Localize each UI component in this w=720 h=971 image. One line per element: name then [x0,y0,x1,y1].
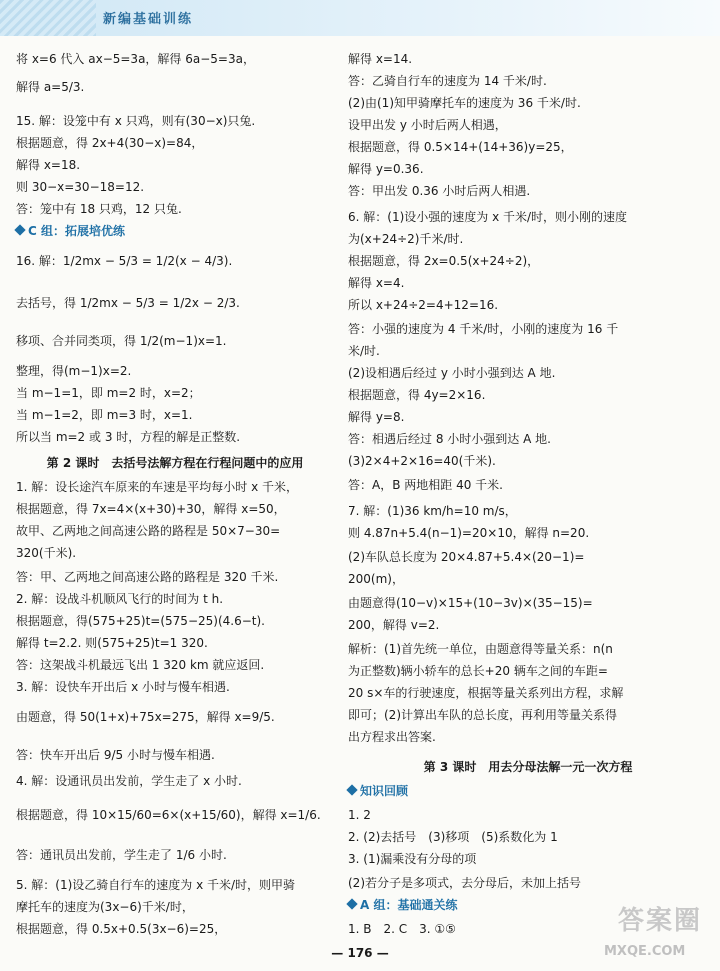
text-line [348,296,498,314]
diamond-icon [346,898,357,909]
line-text: 解得 y=8. [348,410,405,424]
text-line [16,50,255,68]
line-text: 第 2 课时 去括号法解方程在行程问题中的应用 [46,456,304,470]
text-line [348,116,507,134]
line-text: 故甲、乙两地之间高速公路的路程是 50×7−30= [16,524,281,538]
text-line [16,678,230,696]
text-line [16,332,226,350]
text-line [16,772,242,790]
text-line [348,594,593,612]
section-heading [348,896,457,914]
line-text: 320(千米). [16,546,77,560]
text-line [348,274,404,292]
text-line [348,850,476,868]
section-heading [16,222,125,240]
page-header [0,0,720,36]
text-line [348,230,463,248]
line-text: 为(x+24÷2)千米/时. [348,232,464,246]
line-text: 答：笼中有 18 只鸡，12 只兔. [16,202,182,216]
text-line [16,746,215,764]
line-text: 6. 解：(1)设小强的速度为 x 千米/时，则小刚的速度 [348,210,628,224]
text-line [348,728,436,746]
text-line [16,522,280,540]
section-heading [348,782,408,800]
line-text: 则 30−x=30−18=12. [16,180,145,194]
text-line [348,408,404,426]
text-line [16,500,286,518]
line-text: 答：乙骑自行车的速度为 14 千米/时. [348,74,547,88]
text-line [348,94,581,112]
text-line [348,570,404,588]
text-line [348,252,539,270]
line-text: 16. 解：1/2mx − 5/3 = 1/2(x − 4/3). [16,254,233,268]
line-text: 所以当 m=2 或 3 时，方程的解是正整数. [16,430,241,444]
line-text: 设甲出发 y 小时后两人相遇， [348,118,507,132]
line-text: 答：快车开出后 9/5 小时与慢车相遇. [16,748,215,762]
text-line [348,476,503,494]
line-text: 知识回顾 [360,784,409,798]
text-line [16,708,275,726]
line-text: C 组：拓展培优练 [28,224,125,238]
line-text: 1. 解：设长途汽车原来的车速是平均每小时 x 千米， [16,480,298,494]
text-line [348,342,380,360]
text-line [16,634,208,652]
line-text: 2. 解：设战斗机顺风飞行的时间为 t h. [16,592,224,606]
line-text: 根据题意，得 7x=4×(x+30)+30，解得 x=50， [16,502,286,516]
lesson-title [16,454,334,472]
line-text: 1. B 2. C 3. ①⑤ [348,922,456,936]
text-line [348,662,608,680]
lesson-title [348,758,708,776]
line-text: 答：小强的速度为 4 千米/时，小刚的速度为 16 千 [348,322,619,336]
text-line [348,182,530,200]
text-line [16,78,84,96]
text-line [348,548,584,566]
text-line [16,178,144,196]
line-text: 所以 x+24÷2=4+12=16. [348,298,499,312]
line-text: 由题意得(10−v)×15+(10−3v)×(35−15)= [348,596,593,610]
line-text: 1. 2 [348,808,371,822]
page-number: — 176 — [331,946,389,960]
text-line [348,430,551,448]
text-line [348,828,558,846]
line-text: 当 m−1=2，即 m=3 时，x=1. [16,408,193,422]
text-line [16,112,255,130]
line-text: 摩托车的速度为(3x−6)千米/时， [16,900,194,914]
line-text: 解得 y=0.36. [348,162,424,176]
line-text: 3. 解：设快车开出后 x 小时与慢车相遇. [16,680,230,694]
line-text: 根据题意，得 4y=2×16. [348,388,486,402]
line-text: (2)设相遇后经过 y 小时小强到达 A 地. [348,366,556,380]
line-text: 4. 解：设通讯员出发前，学生走了 x 小时. [16,774,242,788]
text-line [348,874,581,892]
text-line [348,806,371,824]
line-text: 整理，得(m−1)x=2. [16,364,132,378]
line-text: 20 s×车的行驶速度，根据等量关系列出方程，求解 [348,686,624,700]
text-line [16,200,182,218]
line-text: 5. 解：(1)设乙骑自行车的速度为 x 千米/时，则甲骑 [16,878,296,892]
line-text: 当 m−1=1，即 m=2 时，x=2； [16,386,201,400]
text-line [16,384,201,402]
text-line [16,544,76,562]
line-text: 由题意，得 50(1+x)+75x=275，解得 x=9/5. [16,710,275,724]
line-text: 将 x=6 代入 ax−5=3a，解得 6a−5=3a， [16,52,255,66]
line-text: 200，解得 v=2. [348,618,440,632]
line-text: 去括号，得 1/2mx − 5/3 = 1/2x − 2/3. [16,296,240,310]
line-text: (2)若分子是多项式，去分母后，未加上括号 [348,876,581,890]
line-text: 3. (1)漏乘没有分母的项 [348,852,477,866]
line-text: 米/时. [348,344,380,358]
line-text: 根据题意，得 0.5×14+(14+36)y=25， [348,140,573,154]
line-text: 根据题意，得 0.5x+0.5(3x−6)=25， [16,922,227,936]
line-text: A 组：基础通关练 [360,898,458,912]
line-text: 为正整数)辆小轿车的总长+20 辆车之间的车距= [348,664,608,678]
diamond-icon [346,784,357,795]
line-text: 答：相遇后经过 8 小时小强到达 A 地. [348,432,551,446]
text-line [16,590,223,608]
book-title: 新编基础训练 [103,12,194,27]
line-text: 则 4.87n+5.4(n−1)=20×10，解得 n=20. [348,526,590,540]
text-line [348,320,618,338]
line-text: 答：甲、乙两地之间高速公路的路程是 320 千米. [16,570,279,584]
line-text: 根据题意，得 2x+4(30−x)=84， [16,136,204,150]
watermark-url: MXQE.COM [604,944,686,959]
text-line [16,406,193,424]
header-decoration [0,0,96,36]
text-line [348,640,613,658]
text-line [348,920,456,938]
text-line [348,452,496,470]
line-text: 出方程求出答案. [348,730,436,744]
text-line [16,252,232,270]
text-line [348,502,517,520]
watermark-logo: 答案圈 [618,906,703,936]
line-text: (3)2×4+2×16=40(千米). [348,454,496,468]
text-line [348,138,573,156]
line-text: 15. 解：设笼中有 x 只鸡，则有(30−x)只兔. [16,114,256,128]
line-text: 200(m)， [348,572,404,586]
text-line [348,50,412,68]
line-text: 7. 解：(1)36 km/h=10 m/s， [348,504,517,518]
line-text: 根据题意，得 10×15/60=6×(x+15/60)，解得 x=1/6. [16,808,321,822]
line-text: 解得 x=4. [348,276,405,290]
text-line [16,898,194,916]
line-text: 答：A，B 两地相距 40 千米. [348,478,503,492]
text-line [16,294,240,312]
text-line [16,806,321,824]
text-line [348,524,589,542]
line-text: 2. (2)去括号 (3)移项 (5)系数化为 1 [348,830,558,844]
text-line [348,684,623,702]
line-text: (2)车队总长度为 20×4.87+5.4×(20−1)= [348,550,585,564]
line-text: 解得 t=2.2. 则(575+25)t=1 320. [16,636,208,650]
line-text: 解析：(1)首先统一单位，由题意得等量关系：n(n [348,642,613,656]
line-text: 解得 x=14. [348,52,413,66]
text-line [348,72,547,90]
text-line [16,612,265,630]
line-text: 答：甲出发 0.36 小时后两人相遇. [348,184,531,198]
text-line [16,846,227,864]
text-line [16,428,240,446]
text-line [348,616,439,634]
text-line [16,656,264,674]
text-line [348,706,617,724]
line-text: 解得 a=5/3. [16,80,85,94]
line-text: 第 3 课时 用去分母法解一元一次方程 [423,760,633,774]
text-line [16,876,295,894]
line-text: 根据题意，得(575+25)t=(575−25)(4.6−t). [16,614,265,628]
line-text: 答：通讯员出发前，学生走了 1/6 小时. [16,848,227,862]
line-text: 移项、合并同类项，得 1/2(m−1)x=1. [16,334,227,348]
text-line [16,568,278,586]
text-line [348,160,424,178]
line-text: 答：这架战斗机最远飞出 1 320 km 就应返回. [16,658,265,672]
text-line [16,134,203,152]
text-line [16,920,226,938]
text-line [16,362,131,380]
text-line [16,478,298,496]
text-line [16,156,80,174]
line-text: 根据题意，得 2x=0.5(x+24÷2)， [348,254,540,268]
line-text: 解得 x=18. [16,158,81,172]
text-line [348,364,555,382]
line-text: 即可；(2)计算出车队的总长度，再利用等量关系得 [348,708,617,722]
text-line [348,386,485,404]
text-line [348,208,627,226]
diamond-icon [14,224,25,235]
line-text: (2)由(1)知甲骑摩托车的速度为 36 千米/时. [348,96,581,110]
